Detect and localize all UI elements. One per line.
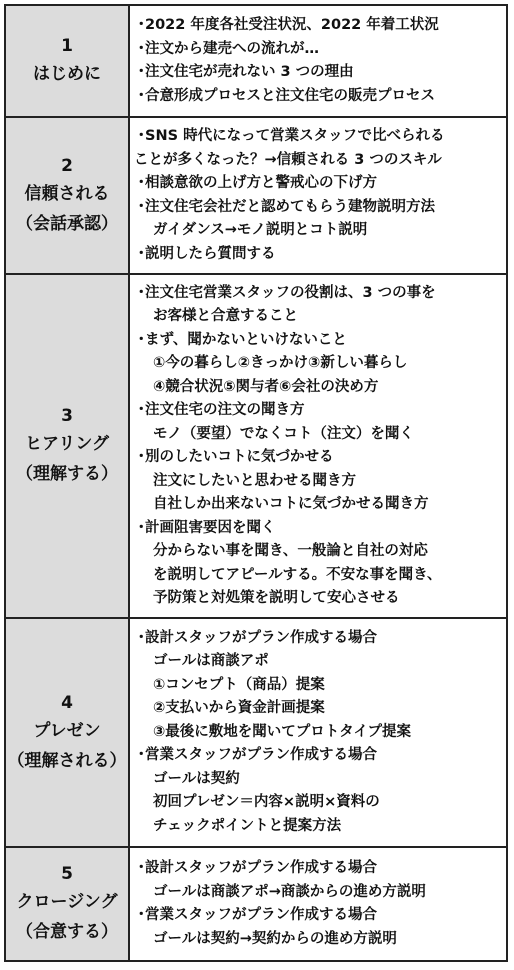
bullet-item xyxy=(134,517,504,541)
bullet-item xyxy=(134,125,504,149)
bullet-text: 説明したら質問する xyxy=(145,245,276,262)
section-row xyxy=(5,618,507,847)
bullet-icon: ・ xyxy=(134,402,149,418)
bullet-text: 注文住宅の注文の聞き方 xyxy=(145,402,305,418)
section-number: 3 xyxy=(61,406,73,426)
section-subtitle: （会話承認） xyxy=(16,213,118,234)
continuation-line: 初回プレゼン＝内容×説明×資料の xyxy=(153,794,380,811)
section-row xyxy=(5,274,507,618)
continuation-line: 予防策と対処策を説明して安心させる xyxy=(153,590,400,606)
curriculum-table-body xyxy=(5,5,507,961)
section-number: 5 xyxy=(61,864,73,884)
continuation-line: 自社しか出来ないコトに気づかせる聞き方 xyxy=(153,496,429,512)
section-content-cell xyxy=(129,618,507,847)
section-title: はじめに xyxy=(33,64,101,84)
bullet-text: 合意形成プロセスと注文住宅の販売プロセス xyxy=(145,87,435,104)
continuation-line: ゴールは契約 xyxy=(153,770,240,787)
bullet-icon: ・ xyxy=(134,747,149,764)
continuation-line: ゴールは商談アポ xyxy=(153,653,269,670)
bullet-text: 注文住宅営業スタッフの役割は、3 つの事を xyxy=(145,284,436,301)
bullet-icon: ・ xyxy=(134,64,149,80)
section-number: 1 xyxy=(61,36,73,56)
section-title: プレゼン xyxy=(33,720,101,741)
bullet-text: 営業スタッフがプラン作成する場合 xyxy=(145,907,377,923)
section-content-cell xyxy=(129,847,507,961)
section-number: 4 xyxy=(61,692,73,713)
bullet-icon: ・ xyxy=(134,860,149,876)
section-header-cell xyxy=(5,274,129,618)
bullet-text: 相談意欲の上げ方と警戒心の下げ方 xyxy=(145,175,377,191)
bullet-item xyxy=(134,744,504,768)
bullet-icon: ・ xyxy=(134,629,149,646)
bullet-item xyxy=(134,14,504,38)
bullet-item xyxy=(134,172,504,196)
bullet-icon: ・ xyxy=(134,284,149,301)
bullet-icon: ・ xyxy=(134,40,149,57)
continuation-line: チェックポイントと提案方法 xyxy=(153,817,342,834)
bullet-icon: ・ xyxy=(134,331,149,348)
continuation-line: ②支払いから資金計画提案 xyxy=(153,700,325,717)
section-number: 2 xyxy=(61,155,73,176)
bullet-icon: ・ xyxy=(134,17,149,33)
continuation-line: モノ（要望）でなくコト（注文）を聞く xyxy=(153,425,414,442)
bullet-text: まず、聞かないといけないこと xyxy=(145,331,347,348)
section-title: 信頼される xyxy=(24,183,110,204)
section-header-cell xyxy=(5,5,129,117)
curriculum-table xyxy=(4,4,508,962)
bullet-text: 設計スタッフがプラン作成する場合 xyxy=(145,860,377,876)
continuation-line: お客様と合意すること xyxy=(153,308,298,324)
bullet-item xyxy=(134,85,504,109)
bullet-item xyxy=(134,61,504,85)
bullet-icon: ・ xyxy=(134,87,149,104)
section-header-cell xyxy=(5,117,129,274)
bullet-text: 注文住宅が売れない 3 つの理由 xyxy=(145,64,354,80)
continuation-line: を説明してアピールする。不安な事を聞き、 xyxy=(153,566,442,583)
bullet-item xyxy=(134,38,504,62)
bullet-icon: ・ xyxy=(134,128,149,144)
bullet-item xyxy=(134,196,504,220)
bullet-item xyxy=(134,857,504,881)
continuation-line: ③最後に敷地を聞いてプロトタイプ提案 xyxy=(153,723,412,740)
bullet-item xyxy=(134,627,504,651)
section-header-cell xyxy=(5,847,129,961)
section-header-cell xyxy=(5,618,129,847)
continuation-line: ①コンセプト（商品）提案 xyxy=(153,676,325,693)
section-content-cell xyxy=(129,5,507,117)
bullet-text: SNS 時代になって営業スタッフで比べられる xyxy=(145,128,445,144)
section-title: ヒアリング xyxy=(25,434,109,454)
bullet-text: 別のしたいコトに気づかせる xyxy=(145,449,334,465)
section-subtitle: （合意する） xyxy=(16,922,118,942)
section-subtitle: （理解する） xyxy=(16,464,118,484)
bullet-item xyxy=(134,904,504,928)
bullet-item xyxy=(134,329,504,353)
bullet-text: 計画阻害要因を聞く xyxy=(145,519,276,536)
bullet-icon: ・ xyxy=(134,519,149,536)
continuation-line: ことが多くなった？→信頼される 3 つのスキル xyxy=(134,151,442,168)
section-subtitle: （理解される） xyxy=(7,750,127,771)
bullet-text: 注文から建売への流れが… xyxy=(145,40,319,57)
bullet-text: 2022 年度各社受注状況、2022 年着工状況 xyxy=(145,17,439,33)
continuation-line: ゴールは契約→契約からの進め方説明 xyxy=(153,930,397,947)
bullet-item xyxy=(134,446,504,470)
section-row xyxy=(5,847,507,961)
bullet-text: 設計スタッフがプラン作成する場合 xyxy=(145,629,377,646)
section-row xyxy=(5,5,507,117)
bullet-item xyxy=(134,399,504,423)
continuation-line: ガイダンス→モノ説明とコト説明 xyxy=(153,222,368,238)
section-row xyxy=(5,117,507,274)
continuation-line: ゴールは商談アポ→商談からの進め方説明 xyxy=(153,883,426,900)
bullet-icon: ・ xyxy=(134,245,149,262)
bullet-icon: ・ xyxy=(134,198,149,215)
section-title: クロージング xyxy=(16,892,118,912)
bullet-text: 注文住宅会社だと認めてもらう建物説明方法 xyxy=(145,198,435,215)
continuation-line: ①今の暮らし②きっかけ③新しい暮らし xyxy=(153,355,408,371)
bullet-icon: ・ xyxy=(134,175,149,191)
bullet-item xyxy=(134,243,504,267)
bullet-text: 営業スタッフがプラン作成する場合 xyxy=(145,747,377,764)
continuation-line: 分からない事を聞き、一般論と自社の対応 xyxy=(153,543,428,559)
bullet-item xyxy=(134,282,504,306)
continuation-line: ④競合状況⑤関与者⑥会社の決め方 xyxy=(153,378,379,395)
section-content-cell xyxy=(129,274,507,618)
continuation-line: 注文にしたいと思わせる聞き方 xyxy=(153,472,356,489)
bullet-icon: ・ xyxy=(134,907,149,923)
section-content-cell xyxy=(129,117,507,274)
bullet-icon: ・ xyxy=(134,449,149,465)
